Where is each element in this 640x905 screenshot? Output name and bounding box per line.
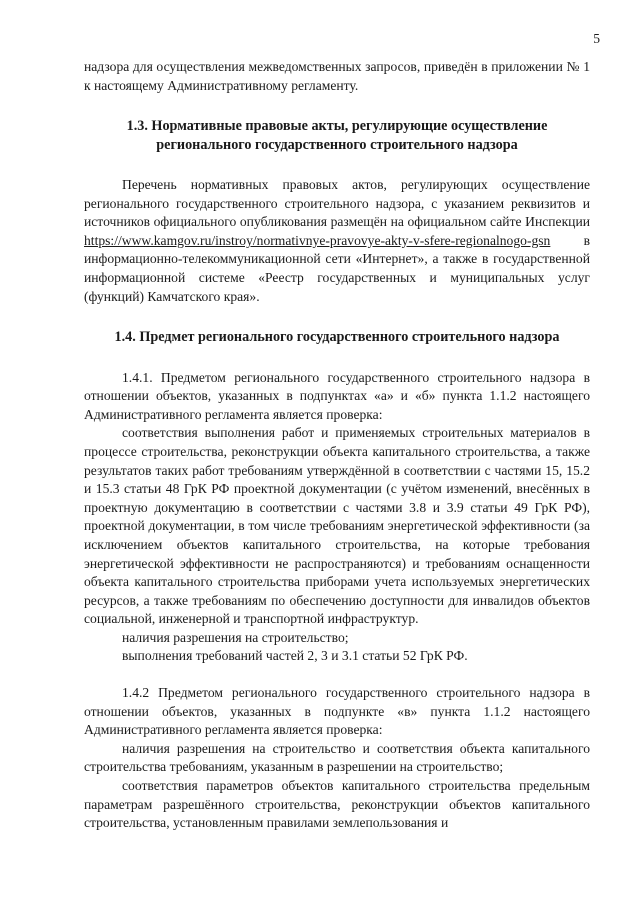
page-number: 5 — [593, 31, 600, 46]
section-1-4-title: 1.4. Предмет регионального государственного строительного надзора — [114, 329, 560, 346]
paragraph-1-4-1-permit: наличия разрешения на строительство; — [122, 629, 349, 645]
paragraph-1-4-2-permit: наличия разрешения на строительство и соответствия объекта капитального строительства требованиям, указанным в разрешении на строительство; — [84, 740, 590, 775]
section-1-3-title: 1.3. Нормативные правовые акты, регулирующие осуществление регионального государственного строительного надзора — [126, 118, 548, 153]
document-body — [84, 58, 590, 833]
para-text-after-link: в информационно-телекоммуникационной сети «Интернет», а также в государственной информационной системе «Реестр государственных и муниципальных услуг (функций) Камчатского края». — [84, 232, 590, 304]
paragraph-1-4-1-requirements: выполнения требований частей 2, 3 и 3.1 статьи 52 ГрК РФ. — [122, 648, 468, 664]
paragraph-1-4-2: 1.4.2 Предметом регионального государственного строительного надзора в отношении объектов, указанных в подпункте «в» пункта 1.1.2 настоящего Административного регламента является проверка: — [84, 685, 590, 738]
paragraph-1-4-2-parameters: соответствия параметров объектов капитального строительства предельным параметрам разрешённого строительства, реконструкции объектов капитального строительства, установленным правилами землепользования и — [84, 778, 590, 831]
section-1-3-paragraph — [84, 176, 590, 306]
para-text-before-link: Перечень нормативных правовых актов, регулирующих осуществление регионального государственного строительного надзора, с указанием реквизитов и источников официального опубликования размещён на официальном сайте Инспекции — [84, 177, 590, 230]
inspection-website-link[interactable]: https://www.kamgov.ru/instroy/normativnye-pravovye-akty-v-sfere-regionalnogo-gsn — [84, 232, 551, 248]
intro-paragraph: надзора для осуществления межведомственных запросов, приведён в приложении № 1 к настоящему Административному регламенту. — [84, 59, 590, 93]
paragraph-1-4-1-compliance: соответствия выполнения работ и применяемых строительных материалов в процессе строительства, реконструкции объекта капитального строительства, а также результатов таких работ требованиям утверждённой в соответствии с частями 15, 15.2 и 15.3 статьи 48 ГрК РФ проектной документации (с учётом изменений, внесённых в проектную документацию в соответствии с частями 3.8 и 3.9 статьи 49 ГрК РФ), проектной документации, в том числе требованиям энергетической эффективности (за исключением объектов капитального строительства, на которые требования энергетической эффективности не распространяются) и требованиям оснащенности объекта капитального строительства приборами учета используемых энергетических ресурсов, а также требованиям по обеспечению доступности для инвалидов объектов социальной, инженерной и транспортной инфраструктур. — [84, 425, 590, 627]
paragraph-1-4-1: 1.4.1. Предметом регионального государственного строительного надзора в отношении объектов, указанных в подпунктах «а» и «б» пункта 1.1.2 настоящего Административного регламента является проверка: — [84, 369, 590, 422]
